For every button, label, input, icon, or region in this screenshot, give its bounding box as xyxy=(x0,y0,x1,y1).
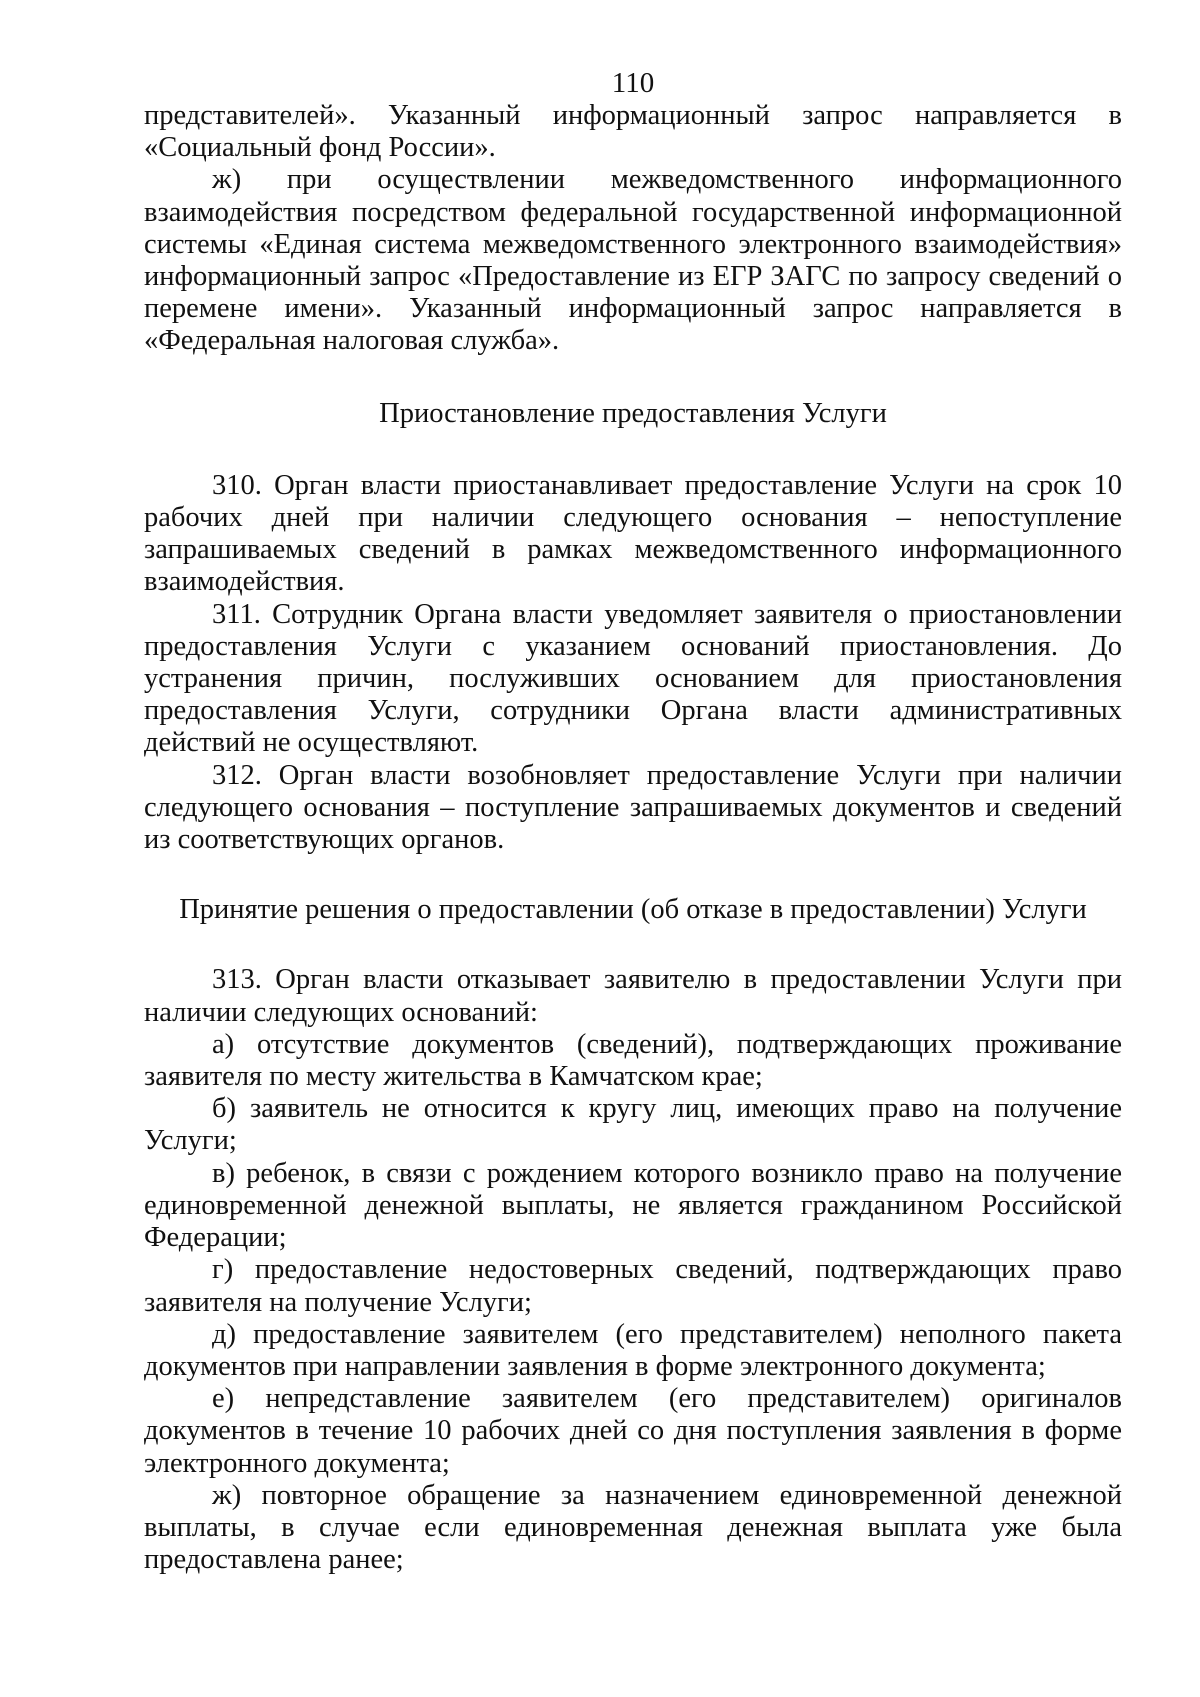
paragraph-311: 311. Сотрудник Органа власти уведомляет заявителя о приостановлении предоставления Услуги с указанием оснований приостановления. До устранения причин, послуживших основанием для приостановления предоставления Услуги, сотрудники Органа власти административных действий не осуществляют. xyxy=(144,598,1122,759)
list-item-v: в) ребенок, в связи с рождением которого возникло право на получение единовременной денежной выплаты, не является гражданином Российской Федерации; xyxy=(144,1157,1122,1254)
list-item-zh: ж) повторное обращение за назначением единовременной денежной выплаты, в случае если единовременная денежная выплата уже была предоставлена ранее; xyxy=(144,1479,1122,1576)
paragraph-item-zh: ж) при осуществлении межведомственного информационного взаимодействия посредством федеральной государственной информационной системы «Единая система межведомственного электронного взаимодействия» информационный запрос «Предоставление из ЕГР ЗАГС по запросу сведений о перемене имени». Указанный информационный запрос направляется в «Федеральная налоговая служба». xyxy=(144,164,1122,357)
paragraph-313: 313. Орган власти отказывает заявителю в предоставлении Услуги при наличии следующих оснований: xyxy=(144,964,1122,1028)
list-item-d: д) предоставление заявителем (его представителем) неполного пакета документов при направлении заявления в форме электронного документа; xyxy=(144,1318,1122,1382)
section-heading-decision: Принятие решения о предоставлении (об отказе в предоставлении) Услуги xyxy=(179,894,1087,926)
paragraph-310: 310. Орган власти приостанавливает предоставление Услуги на срок 10 рабочих дней при наличии следующего основания – непоступление запрашиваемых сведений в рамках межведомственного информационного взаимодействия. xyxy=(144,469,1122,598)
paragraph-continuation: представителей». Указанный информационный запрос направляется в «Социальный фонд России». xyxy=(144,100,1122,164)
section-heading-suspension: Приостановление предоставления Услуги xyxy=(379,397,887,429)
document-page xyxy=(144,66,1122,1576)
list-item-g: г) предоставление недостоверных сведений, подтверждающих право заявителя на получение Услуги; xyxy=(144,1254,1122,1318)
list-item-b: б) заявитель не относится к кругу лиц, имеющих право на получение Услуги; xyxy=(144,1093,1122,1157)
list-item-a: а) отсутствие документов (сведений), подтверждающих проживание заявителя по месту жительства в Камчатском крае; xyxy=(144,1028,1122,1093)
paragraph-312: 312. Орган власти возобновляет предоставление Услуги при наличии следующего основания – поступление запрашиваемых документов и сведений из соответствующих органов. xyxy=(144,759,1122,856)
page-number: 110 xyxy=(611,67,655,99)
list-item-e: е) непредставление заявителем (его представителем) оригиналов документов в течение 10 рабочих дней со дня поступления заявления в форме электронного документа; xyxy=(144,1383,1122,1479)
